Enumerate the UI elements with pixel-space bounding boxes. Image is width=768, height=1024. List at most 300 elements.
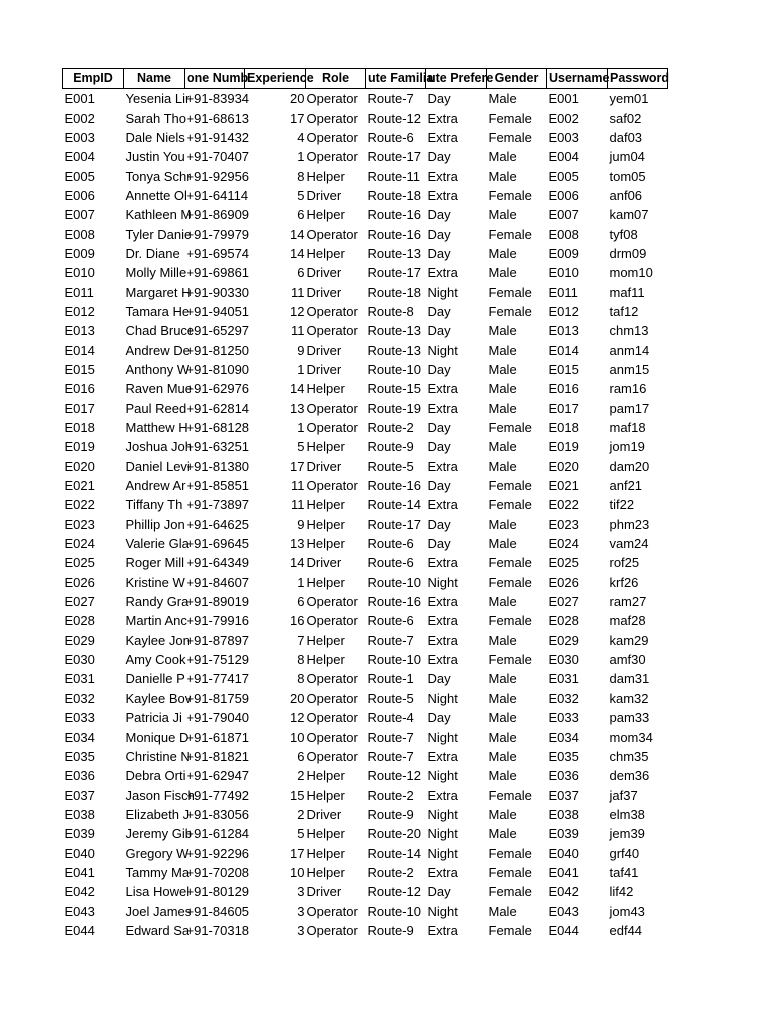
cell-name[interactable]: Raven Mue bbox=[125, 381, 192, 397]
header-role[interactable]: Role bbox=[306, 69, 366, 89]
cell-password[interactable]: jem39 bbox=[609, 826, 645, 842]
cell-phone[interactable]: +91-84605 bbox=[186, 903, 250, 919]
cell-route-familiarity[interactable]: Route-14 bbox=[367, 497, 421, 513]
cell-experience[interactable]: 5 bbox=[297, 826, 305, 842]
cell-route-familiarity[interactable]: Route-7 bbox=[367, 91, 414, 107]
cell-role[interactable]: Operator bbox=[306, 129, 358, 145]
cell-route-familiarity[interactable]: Route-4 bbox=[367, 710, 414, 726]
cell-username[interactable]: E025 bbox=[548, 555, 579, 571]
cell-name[interactable]: Tiffany Th bbox=[125, 497, 183, 513]
cell-experience[interactable]: 16 bbox=[290, 613, 305, 629]
cell-route-familiarity[interactable]: Route-7 bbox=[367, 632, 414, 648]
cell-password[interactable]: dam20 bbox=[609, 458, 650, 474]
cell-password[interactable]: kam07 bbox=[609, 207, 649, 223]
cell-username[interactable]: E003 bbox=[548, 129, 579, 145]
cell-role[interactable]: Operator bbox=[306, 671, 358, 687]
cell-gender[interactable]: Female bbox=[488, 129, 532, 145]
cell-route-preference[interactable]: Extra bbox=[427, 652, 458, 668]
cell-phone[interactable]: +91-90330 bbox=[186, 284, 250, 300]
cell-name[interactable]: Jason Fisch bbox=[125, 787, 195, 803]
cell-role[interactable]: Driver bbox=[306, 284, 342, 300]
cell-password[interactable]: jum04 bbox=[609, 149, 645, 165]
cell-password[interactable]: vam24 bbox=[609, 536, 649, 552]
cell-role[interactable]: Operator bbox=[306, 903, 358, 919]
cell-username[interactable]: E029 bbox=[548, 632, 579, 648]
cell-experience[interactable]: 9 bbox=[297, 516, 305, 532]
cell-phone[interactable]: +91-79040 bbox=[186, 710, 250, 726]
cell-username[interactable]: E033 bbox=[548, 710, 579, 726]
cell-gender[interactable]: Female bbox=[488, 613, 532, 629]
cell-username[interactable]: E004 bbox=[548, 149, 579, 165]
cell-experience[interactable]: 6 bbox=[297, 748, 305, 764]
cell-name[interactable]: Dr. Diane bbox=[125, 245, 180, 261]
cell-route-familiarity[interactable]: Route-13 bbox=[367, 323, 421, 339]
cell-route-preference[interactable]: Day bbox=[427, 245, 451, 261]
cell-username[interactable]: E014 bbox=[548, 342, 579, 358]
cell-empid[interactable]: E029 bbox=[64, 632, 95, 648]
cell-phone[interactable]: +91-80129 bbox=[186, 884, 250, 900]
cell-name[interactable]: Tyler Danie bbox=[125, 226, 192, 242]
cell-role[interactable]: Driver bbox=[306, 187, 342, 203]
cell-route-familiarity[interactable]: Route-18 bbox=[367, 284, 421, 300]
cell-gender[interactable]: Male bbox=[488, 632, 517, 648]
cell-username[interactable]: E027 bbox=[548, 594, 579, 610]
cell-name[interactable]: Kathleen M bbox=[125, 207, 192, 223]
cell-route-preference[interactable]: Night bbox=[427, 845, 458, 861]
cell-name[interactable]: Annette Ol bbox=[125, 187, 187, 203]
cell-name[interactable]: Tamara He bbox=[125, 303, 190, 319]
cell-route-familiarity[interactable]: Route-14 bbox=[367, 845, 421, 861]
cell-gender[interactable]: Female bbox=[488, 555, 532, 571]
cell-role[interactable]: Operator bbox=[306, 594, 358, 610]
cell-username[interactable]: E042 bbox=[548, 884, 579, 900]
cell-name[interactable]: Tonya Schr bbox=[125, 168, 191, 184]
cell-gender[interactable]: Male bbox=[488, 400, 517, 416]
cell-gender[interactable]: Male bbox=[488, 768, 517, 784]
cell-empid[interactable]: E025 bbox=[64, 555, 95, 571]
cell-route-preference[interactable]: Extra bbox=[427, 129, 458, 145]
cell-experience[interactable]: 1 bbox=[297, 574, 305, 590]
cell-password[interactable]: tom05 bbox=[609, 168, 646, 184]
cell-phone[interactable]: +91-81090 bbox=[186, 361, 250, 377]
cell-route-familiarity[interactable]: Route-9 bbox=[367, 806, 414, 822]
cell-empid[interactable]: E004 bbox=[64, 149, 95, 165]
cell-phone[interactable]: +91-68613 bbox=[186, 110, 250, 126]
cell-username[interactable]: E032 bbox=[548, 690, 579, 706]
cell-route-familiarity[interactable]: Route-1 bbox=[367, 671, 414, 687]
cell-password[interactable]: tif22 bbox=[609, 497, 635, 513]
cell-experience[interactable]: 14 bbox=[290, 226, 305, 242]
cell-name[interactable]: Jeremy Gib bbox=[125, 826, 192, 842]
cell-route-preference[interactable]: Day bbox=[427, 91, 451, 107]
header-gender[interactable]: Gender bbox=[487, 69, 547, 89]
cell-role[interactable]: Driver bbox=[306, 361, 342, 377]
cell-phone[interactable]: +91-68128 bbox=[186, 420, 250, 436]
cell-username[interactable]: E034 bbox=[548, 729, 579, 745]
cell-empid[interactable]: E010 bbox=[64, 265, 95, 281]
cell-experience[interactable]: 20 bbox=[290, 690, 305, 706]
cell-experience[interactable]: 5 bbox=[297, 439, 305, 455]
cell-name[interactable]: Gregory W bbox=[125, 845, 189, 861]
cell-gender[interactable]: Female bbox=[488, 845, 532, 861]
cell-route-preference[interactable]: Extra bbox=[427, 110, 458, 126]
cell-route-familiarity[interactable]: Route-16 bbox=[367, 207, 421, 223]
cell-route-preference[interactable]: Night bbox=[427, 729, 458, 745]
cell-experience[interactable]: 20 bbox=[290, 91, 305, 107]
cell-empid[interactable]: E014 bbox=[64, 342, 95, 358]
cell-role[interactable]: Helper bbox=[306, 845, 345, 861]
cell-password[interactable]: yem01 bbox=[609, 91, 649, 107]
cell-gender[interactable]: Female bbox=[488, 478, 532, 494]
cell-password[interactable]: tyf08 bbox=[609, 226, 638, 242]
cell-role[interactable]: Operator bbox=[306, 149, 358, 165]
cell-password[interactable]: saf02 bbox=[609, 110, 642, 126]
cell-experience[interactable]: 8 bbox=[297, 652, 305, 668]
cell-password[interactable]: maf18 bbox=[609, 420, 646, 436]
cell-experience[interactable]: 12 bbox=[290, 710, 305, 726]
cell-gender[interactable]: Female bbox=[488, 110, 532, 126]
cell-username[interactable]: E028 bbox=[548, 613, 579, 629]
cell-phone[interactable]: +91-85851 bbox=[186, 478, 250, 494]
cell-route-familiarity[interactable]: Route-15 bbox=[367, 381, 421, 397]
cell-name[interactable]: Andrew Ar bbox=[125, 478, 186, 494]
header-experience[interactable]: Experience bbox=[245, 69, 306, 89]
cell-password[interactable]: phm23 bbox=[609, 516, 650, 532]
cell-route-familiarity[interactable]: Route-2 bbox=[367, 787, 414, 803]
cell-experience[interactable]: 3 bbox=[297, 922, 305, 938]
cell-role[interactable]: Helper bbox=[306, 632, 345, 648]
cell-name[interactable]: Patricia Ji bbox=[125, 710, 182, 726]
cell-gender[interactable]: Male bbox=[488, 265, 517, 281]
cell-role[interactable]: Helper bbox=[306, 574, 345, 590]
cell-role[interactable]: Driver bbox=[306, 342, 342, 358]
cell-name[interactable]: Phillip Jon bbox=[125, 516, 185, 532]
cell-role[interactable]: Helper bbox=[306, 245, 345, 261]
cell-username[interactable]: E037 bbox=[548, 787, 579, 803]
cell-experience[interactable]: 11 bbox=[291, 497, 305, 513]
cell-route-familiarity[interactable]: Route-9 bbox=[367, 439, 414, 455]
cell-username[interactable]: E017 bbox=[548, 400, 579, 416]
cell-experience[interactable]: 11 bbox=[291, 284, 305, 300]
cell-empid[interactable]: E008 bbox=[64, 226, 95, 242]
cell-role[interactable]: Driver bbox=[306, 555, 342, 571]
cell-route-familiarity[interactable]: Route-6 bbox=[367, 536, 414, 552]
cell-route-familiarity[interactable]: Route-12 bbox=[367, 884, 421, 900]
cell-gender[interactable]: Male bbox=[488, 342, 517, 358]
cell-phone[interactable]: +91-61871 bbox=[186, 729, 250, 745]
cell-phone[interactable]: +91-73897 bbox=[186, 497, 250, 513]
cell-empid[interactable]: E020 bbox=[64, 458, 95, 474]
cell-password[interactable]: anm15 bbox=[609, 361, 650, 377]
cell-route-familiarity[interactable]: Route-6 bbox=[367, 129, 414, 145]
cell-route-familiarity[interactable]: Route-12 bbox=[367, 110, 421, 126]
cell-experience[interactable]: 6 bbox=[297, 265, 305, 281]
cell-empid[interactable]: E009 bbox=[64, 245, 95, 261]
cell-route-familiarity[interactable]: Route-13 bbox=[367, 245, 421, 261]
cell-route-preference[interactable]: Day bbox=[427, 671, 451, 687]
cell-empid[interactable]: E038 bbox=[64, 806, 95, 822]
cell-username[interactable]: E039 bbox=[548, 826, 579, 842]
cell-role[interactable]: Helper bbox=[306, 497, 345, 513]
cell-username[interactable]: E023 bbox=[548, 516, 579, 532]
cell-password[interactable]: pam33 bbox=[609, 710, 650, 726]
cell-empid[interactable]: E002 bbox=[64, 110, 95, 126]
cell-name[interactable]: Yesenia Lir bbox=[125, 91, 190, 107]
cell-empid[interactable]: E034 bbox=[64, 729, 95, 745]
cell-password[interactable]: anm14 bbox=[609, 342, 650, 358]
cell-username[interactable]: E041 bbox=[548, 864, 579, 880]
cell-phone[interactable]: +91-64349 bbox=[186, 555, 250, 571]
cell-route-preference[interactable]: Extra bbox=[427, 748, 458, 764]
cell-gender[interactable]: Male bbox=[488, 710, 517, 726]
cell-gender[interactable]: Male bbox=[488, 516, 517, 532]
cell-route-familiarity[interactable]: Route-16 bbox=[367, 226, 421, 242]
cell-phone[interactable]: +91-94051 bbox=[186, 303, 250, 319]
cell-username[interactable]: E036 bbox=[548, 768, 579, 784]
cell-route-preference[interactable]: Extra bbox=[427, 632, 458, 648]
cell-route-preference[interactable]: Extra bbox=[427, 265, 458, 281]
cell-phone[interactable]: +91-62814 bbox=[186, 400, 250, 416]
cell-route-preference[interactable]: Extra bbox=[427, 922, 458, 938]
cell-experience[interactable]: 8 bbox=[297, 671, 305, 687]
cell-empid[interactable]: E039 bbox=[64, 826, 95, 842]
cell-password[interactable]: ram27 bbox=[609, 594, 647, 610]
cell-gender[interactable]: Male bbox=[488, 536, 517, 552]
cell-route-preference[interactable]: Day bbox=[427, 303, 451, 319]
header-route-familiarity[interactable]: ute Familia bbox=[366, 69, 426, 89]
cell-phone[interactable]: +91-89019 bbox=[186, 594, 250, 610]
cell-experience[interactable]: 13 bbox=[290, 536, 305, 552]
cell-username[interactable]: E018 bbox=[548, 420, 579, 436]
cell-username[interactable]: E031 bbox=[548, 671, 579, 687]
cell-experience[interactable]: 1 bbox=[297, 420, 305, 436]
cell-role[interactable]: Operator bbox=[306, 400, 358, 416]
cell-experience[interactable]: 5 bbox=[297, 187, 305, 203]
cell-phone[interactable]: +91-62947 bbox=[186, 768, 250, 784]
cell-route-familiarity[interactable]: Route-17 bbox=[367, 265, 421, 281]
cell-experience[interactable]: 17 bbox=[290, 110, 305, 126]
cell-gender[interactable]: Male bbox=[488, 245, 517, 261]
cell-route-preference[interactable]: Day bbox=[427, 439, 451, 455]
cell-route-preference[interactable]: Extra bbox=[427, 555, 458, 571]
cell-empid[interactable]: E030 bbox=[64, 652, 95, 668]
cell-name[interactable]: Paul Reed bbox=[125, 400, 187, 416]
cell-experience[interactable]: 14 bbox=[290, 381, 305, 397]
cell-empid[interactable]: E043 bbox=[64, 903, 95, 919]
cell-empid[interactable]: E042 bbox=[64, 884, 95, 900]
cell-route-familiarity[interactable]: Route-10 bbox=[367, 361, 421, 377]
cell-experience[interactable]: 10 bbox=[290, 729, 305, 745]
cell-route-familiarity[interactable]: Route-7 bbox=[367, 729, 414, 745]
cell-empid[interactable]: E040 bbox=[64, 845, 95, 861]
cell-username[interactable]: E024 bbox=[548, 536, 579, 552]
cell-role[interactable]: Helper bbox=[306, 207, 345, 223]
cell-route-preference[interactable]: Night bbox=[427, 342, 458, 358]
cell-experience[interactable]: 1 bbox=[297, 149, 305, 165]
cell-experience[interactable]: 17 bbox=[290, 458, 305, 474]
cell-phone[interactable]: +91-64114 bbox=[186, 187, 249, 203]
cell-name[interactable]: Kaylee Jon bbox=[125, 632, 190, 648]
cell-phone[interactable]: +91-81759 bbox=[186, 690, 250, 706]
cell-phone[interactable]: +91-83056 bbox=[186, 806, 250, 822]
cell-gender[interactable]: Male bbox=[488, 729, 517, 745]
cell-username[interactable]: E040 bbox=[548, 845, 579, 861]
cell-gender[interactable]: Male bbox=[488, 439, 517, 455]
cell-role[interactable]: Operator bbox=[306, 690, 358, 706]
cell-phone[interactable]: +91-87897 bbox=[186, 632, 250, 648]
cell-route-familiarity[interactable]: Route-17 bbox=[367, 516, 421, 532]
cell-empid[interactable]: E028 bbox=[64, 613, 95, 629]
cell-name[interactable]: Joel James bbox=[125, 903, 192, 919]
cell-phone[interactable]: +91-81380 bbox=[186, 458, 250, 474]
cell-gender[interactable]: Female bbox=[488, 187, 532, 203]
cell-role[interactable]: Helper bbox=[306, 787, 345, 803]
cell-gender[interactable]: Female bbox=[488, 420, 532, 436]
cell-phone[interactable]: +91-63251 bbox=[186, 439, 250, 455]
cell-empid[interactable]: E032 bbox=[64, 690, 95, 706]
cell-name[interactable]: Matthew H bbox=[125, 420, 188, 436]
cell-empid[interactable]: E017 bbox=[64, 400, 95, 416]
cell-empid[interactable]: E044 bbox=[64, 922, 95, 938]
cell-empid[interactable]: E012 bbox=[64, 303, 95, 319]
cell-route-familiarity[interactable]: Route-8 bbox=[367, 303, 414, 319]
cell-phone[interactable]: +91-81821 bbox=[186, 748, 250, 764]
cell-username[interactable]: E044 bbox=[548, 922, 579, 938]
cell-name[interactable]: Randy Gra bbox=[125, 594, 189, 610]
cell-gender[interactable]: Male bbox=[488, 748, 517, 764]
cell-password[interactable]: anf06 bbox=[609, 187, 643, 203]
cell-username[interactable]: E038 bbox=[548, 806, 579, 822]
cell-gender[interactable]: Female bbox=[488, 284, 532, 300]
cell-role[interactable]: Operator bbox=[306, 91, 358, 107]
cell-name[interactable]: Dale Niels bbox=[125, 129, 185, 145]
cell-name[interactable]: Martin Anc bbox=[125, 613, 187, 629]
cell-empid[interactable]: E037 bbox=[64, 787, 95, 803]
cell-password[interactable]: lif42 bbox=[609, 884, 634, 900]
cell-username[interactable]: E043 bbox=[548, 903, 579, 919]
cell-route-familiarity[interactable]: Route-6 bbox=[367, 613, 414, 629]
cell-route-familiarity[interactable]: Route-5 bbox=[367, 690, 414, 706]
cell-gender[interactable]: Male bbox=[488, 207, 517, 223]
cell-gender[interactable]: Female bbox=[488, 652, 532, 668]
cell-route-preference[interactable]: Extra bbox=[427, 381, 458, 397]
cell-name[interactable]: Sarah Tho bbox=[125, 110, 186, 126]
cell-name[interactable]: Molly Mille bbox=[125, 265, 187, 281]
cell-phone[interactable]: +91-92956 bbox=[186, 168, 250, 184]
cell-route-familiarity[interactable]: Route-20 bbox=[367, 826, 421, 842]
cell-username[interactable]: E012 bbox=[548, 303, 579, 319]
cell-password[interactable]: maf11 bbox=[609, 284, 645, 300]
cell-phone[interactable]: +91-81250 bbox=[186, 342, 250, 358]
cell-route-familiarity[interactable]: Route-2 bbox=[367, 420, 414, 436]
cell-empid[interactable]: E001 bbox=[64, 91, 95, 107]
cell-route-preference[interactable]: Day bbox=[427, 884, 451, 900]
cell-username[interactable]: E015 bbox=[548, 361, 579, 377]
cell-experience[interactable]: 7 bbox=[297, 632, 305, 648]
cell-empid[interactable]: E022 bbox=[64, 497, 95, 513]
cell-username[interactable]: E010 bbox=[548, 265, 579, 281]
cell-empid[interactable]: E005 bbox=[64, 168, 95, 184]
cell-route-preference[interactable]: Night bbox=[427, 690, 458, 706]
cell-username[interactable]: E026 bbox=[548, 574, 579, 590]
cell-route-preference[interactable]: Night bbox=[427, 903, 458, 919]
cell-empid[interactable]: E016 bbox=[64, 381, 95, 397]
cell-role[interactable]: Driver bbox=[306, 806, 342, 822]
cell-gender[interactable]: Male bbox=[488, 826, 517, 842]
cell-username[interactable]: E013 bbox=[548, 323, 579, 339]
cell-gender[interactable]: Male bbox=[488, 671, 517, 687]
cell-route-familiarity[interactable]: Route-17 bbox=[367, 149, 421, 165]
cell-experience[interactable]: 4 bbox=[297, 129, 305, 145]
cell-route-preference[interactable]: Extra bbox=[427, 168, 458, 184]
cell-route-preference[interactable]: Extra bbox=[427, 613, 458, 629]
cell-phone[interactable]: +91-62976 bbox=[186, 381, 250, 397]
cell-experience[interactable]: 1 bbox=[297, 361, 305, 377]
cell-route-familiarity[interactable]: Route-7 bbox=[367, 748, 414, 764]
cell-experience[interactable]: 9 bbox=[297, 342, 305, 358]
cell-experience[interactable]: 11 bbox=[291, 478, 305, 494]
cell-route-familiarity[interactable]: Route-13 bbox=[367, 342, 421, 358]
cell-phone[interactable]: +91-61284 bbox=[186, 826, 250, 842]
cell-gender[interactable]: Female bbox=[488, 787, 532, 803]
cell-name[interactable]: Justin You bbox=[125, 149, 185, 165]
cell-password[interactable]: jaf37 bbox=[609, 787, 638, 803]
cell-experience[interactable]: 13 bbox=[290, 400, 305, 416]
cell-route-preference[interactable]: Day bbox=[427, 478, 451, 494]
cell-route-familiarity[interactable]: Route-9 bbox=[367, 922, 414, 938]
cell-role[interactable]: Helper bbox=[306, 864, 345, 880]
cell-password[interactable]: dam31 bbox=[609, 671, 650, 687]
cell-route-preference[interactable]: Day bbox=[427, 226, 451, 242]
cell-password[interactable]: ram16 bbox=[609, 381, 647, 397]
cell-gender[interactable]: Male bbox=[488, 361, 517, 377]
cell-role[interactable]: Operator bbox=[306, 748, 358, 764]
cell-role[interactable]: Helper bbox=[306, 168, 345, 184]
cell-password[interactable]: chm35 bbox=[609, 748, 649, 764]
cell-password[interactable]: anf21 bbox=[609, 478, 643, 494]
cell-phone[interactable]: +91-64625 bbox=[186, 516, 250, 532]
cell-empid[interactable]: E018 bbox=[64, 420, 95, 436]
cell-empid[interactable]: E003 bbox=[64, 129, 95, 145]
cell-username[interactable]: E005 bbox=[548, 168, 579, 184]
cell-experience[interactable]: 6 bbox=[297, 207, 305, 223]
cell-phone[interactable]: +91-86909 bbox=[186, 207, 250, 223]
cell-route-preference[interactable]: Day bbox=[427, 207, 451, 223]
cell-role[interactable]: Helper bbox=[306, 381, 345, 397]
cell-phone[interactable]: +91-65297 bbox=[186, 323, 250, 339]
cell-role[interactable]: Helper bbox=[306, 536, 345, 552]
cell-route-familiarity[interactable]: Route-19 bbox=[367, 400, 421, 416]
cell-phone[interactable]: +91-84607 bbox=[186, 574, 250, 590]
cell-empid[interactable]: E013 bbox=[64, 323, 95, 339]
cell-name[interactable]: Monique D bbox=[125, 729, 189, 745]
cell-route-preference[interactable]: Extra bbox=[427, 787, 458, 803]
cell-role[interactable]: Driver bbox=[306, 265, 342, 281]
cell-name[interactable]: Elizabeth J bbox=[125, 806, 190, 822]
cell-username[interactable]: E019 bbox=[548, 439, 579, 455]
cell-route-preference[interactable]: Extra bbox=[427, 400, 458, 416]
cell-empid[interactable]: E031 bbox=[64, 671, 95, 687]
cell-gender[interactable]: Male bbox=[488, 806, 517, 822]
cell-name[interactable]: Danielle P bbox=[125, 671, 185, 687]
cell-password[interactable]: rof25 bbox=[609, 555, 640, 571]
cell-route-preference[interactable]: Night bbox=[427, 806, 458, 822]
cell-gender[interactable]: Female bbox=[488, 884, 532, 900]
cell-phone[interactable]: +91-92296 bbox=[186, 845, 250, 861]
cell-phone[interactable]: +91-69645 bbox=[186, 536, 250, 552]
header-phone-number[interactable]: one Numb bbox=[185, 69, 245, 89]
cell-route-familiarity[interactable]: Route-12 bbox=[367, 768, 421, 784]
